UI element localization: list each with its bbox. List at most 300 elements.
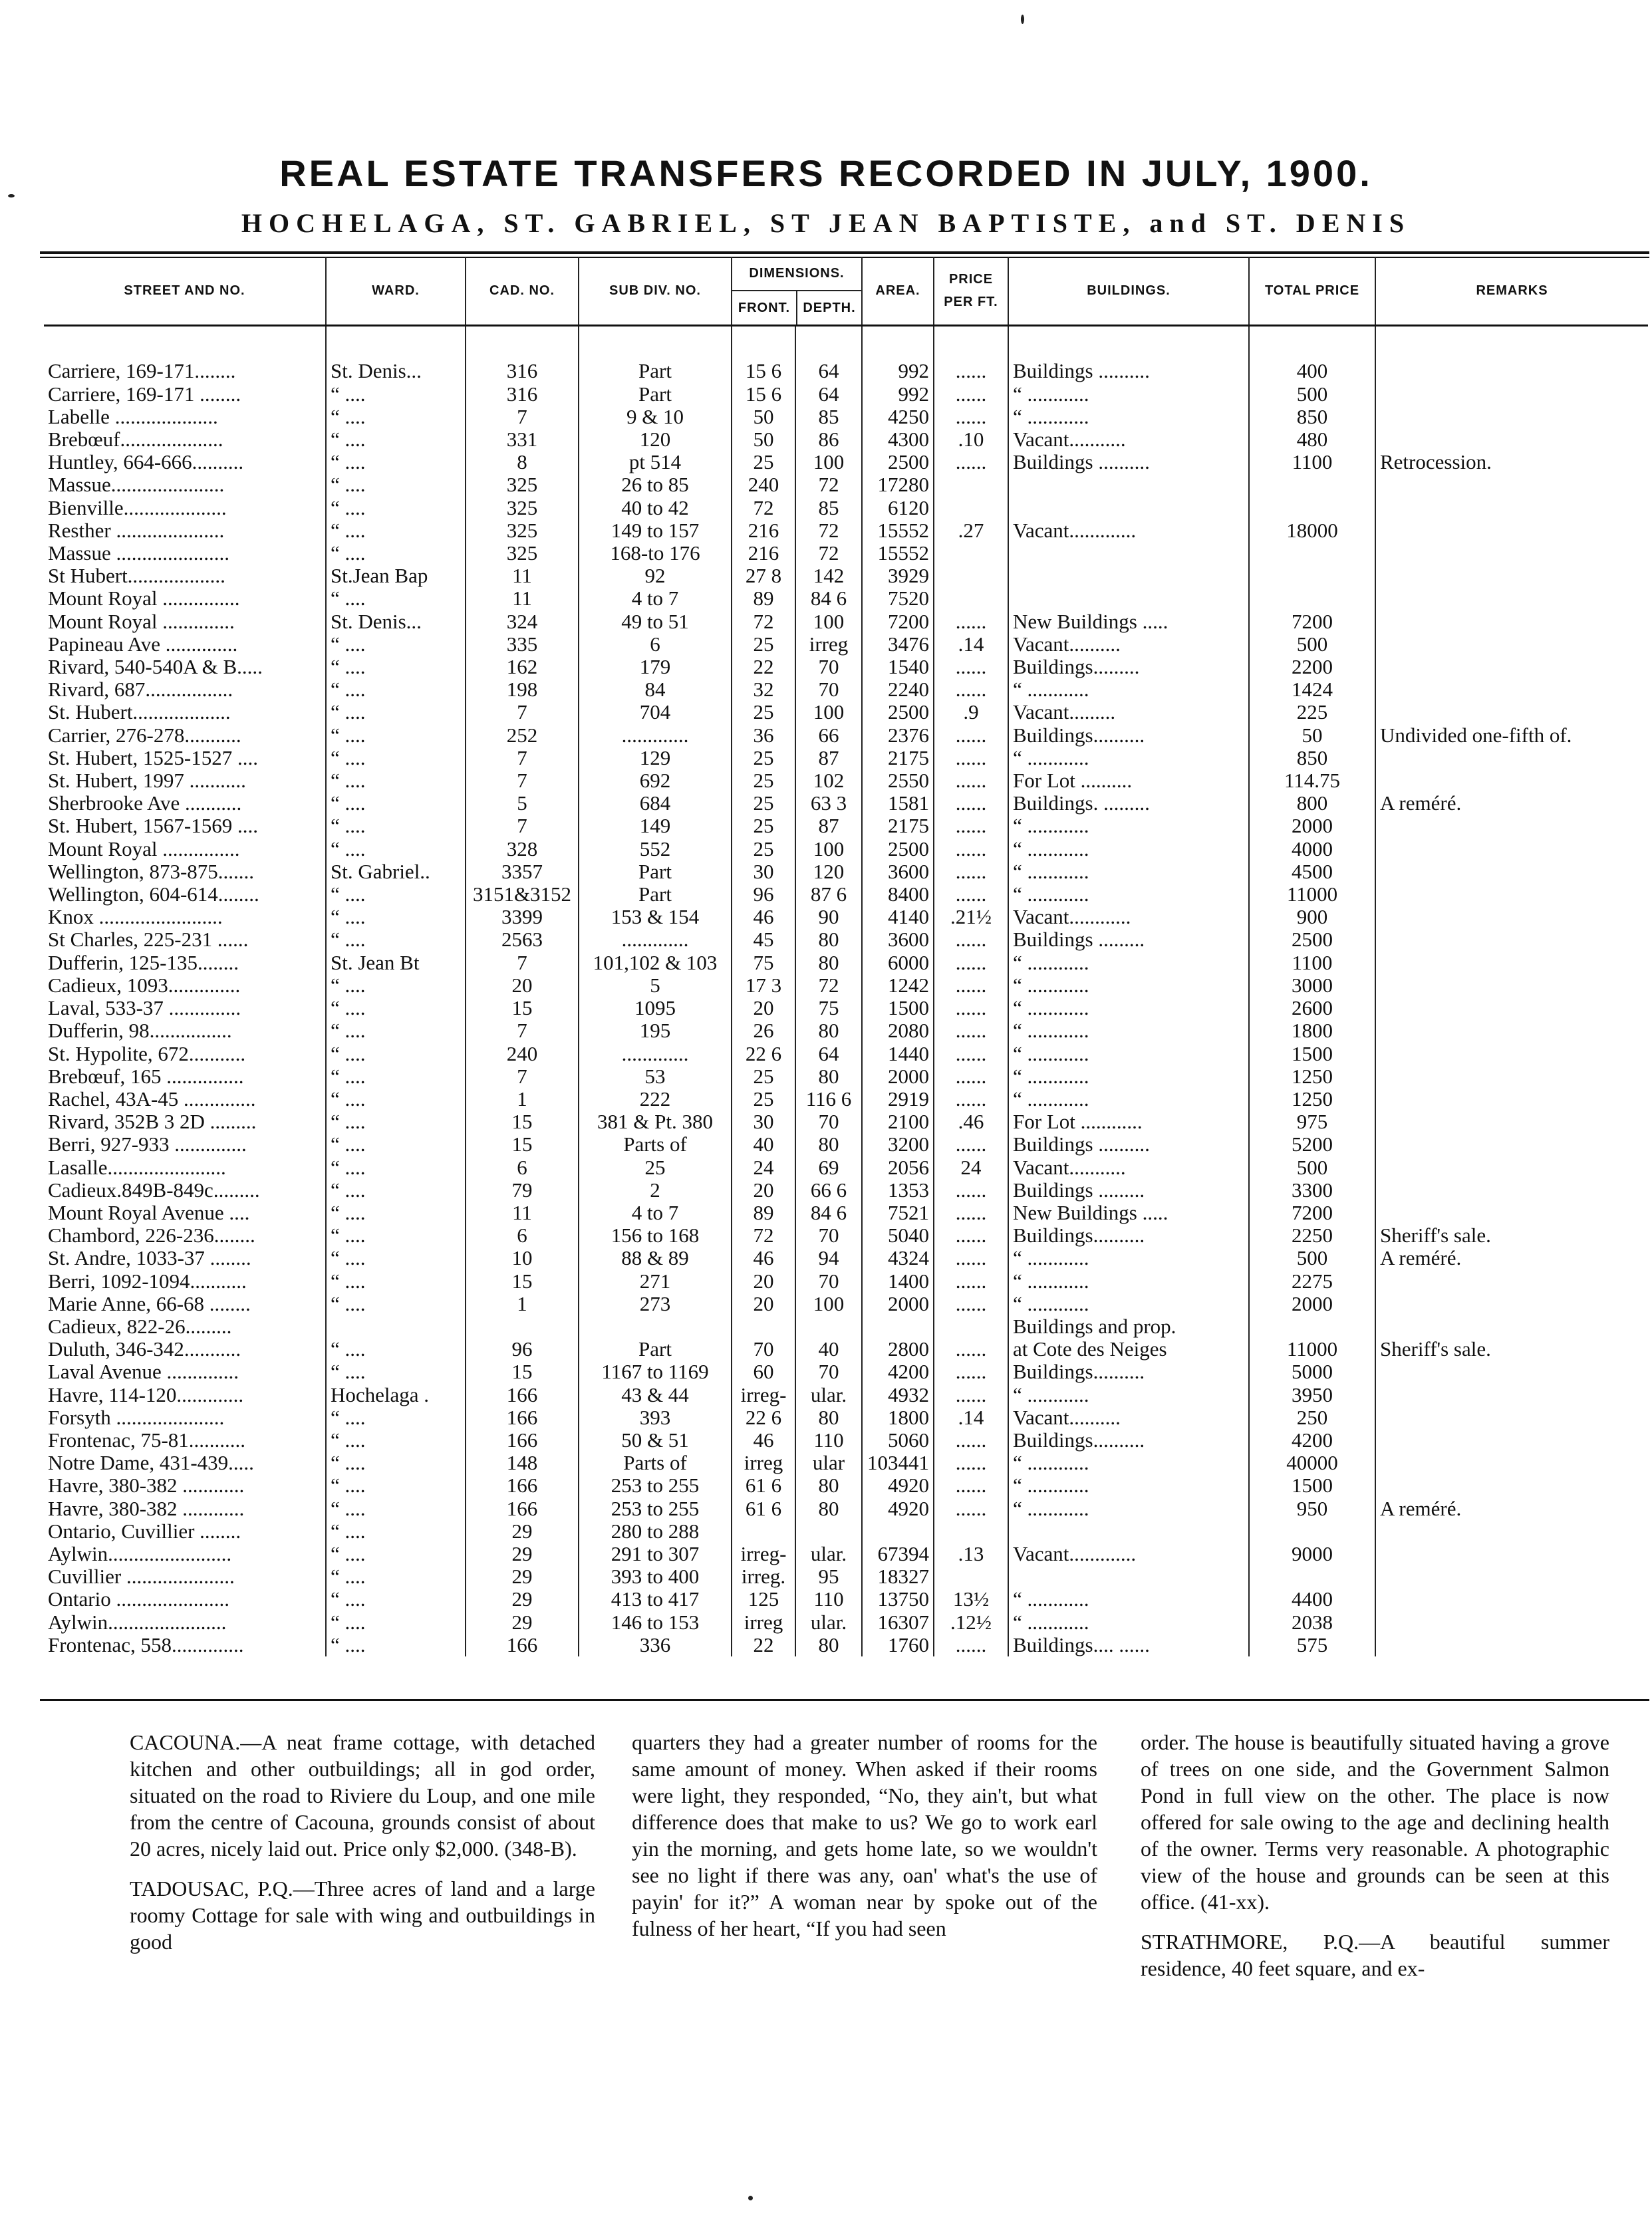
cell-buildings: “ ............ xyxy=(1008,1019,1249,1042)
cell-price-ft xyxy=(934,542,1008,565)
cell-front: 61 6 xyxy=(732,1474,795,1497)
cell-depth: 70 xyxy=(795,1270,862,1293)
cell-street: Laval, 533-37 .............. xyxy=(48,997,241,1020)
table-header-row xyxy=(44,257,1648,326)
text-column-2 xyxy=(632,1729,1097,1955)
cell-price-ft xyxy=(934,1565,1008,1588)
cell-area: 992 xyxy=(862,360,934,382)
table-row xyxy=(44,383,1648,406)
cell-ward: “ .... xyxy=(326,1088,466,1110)
cell-area: 5060 xyxy=(862,1429,934,1452)
cell-ward: “ .... xyxy=(326,1270,466,1293)
cell-buildings: “ ............ xyxy=(1008,997,1249,1019)
cell-cad: 7 xyxy=(466,406,579,428)
cell-subdiv: 120 xyxy=(579,428,732,451)
cell-price-ft: ...... xyxy=(934,1429,1008,1452)
cell-total: 11000 xyxy=(1249,883,1375,906)
cell-street: St. Hubert, 1525-1527 .... xyxy=(48,746,259,769)
cell-total: 18000 xyxy=(1249,519,1375,542)
cell-subdiv: 253 to 255 xyxy=(579,1498,732,1520)
cell-subdiv: 168-to 176 xyxy=(579,542,732,565)
cell-buildings: Buildings.......... xyxy=(1008,1361,1249,1383)
cell-cad: 15 xyxy=(466,997,579,1019)
cell-front: 27 8 xyxy=(732,565,795,587)
table-row xyxy=(44,1043,1648,1065)
cell-cad: 96 xyxy=(466,1338,579,1361)
cell-area: 4200 xyxy=(862,1361,934,1383)
ink-speck xyxy=(748,2196,753,2200)
cell-street: Duluth, 346-342........... xyxy=(48,1338,241,1361)
table-row xyxy=(44,428,1648,451)
cell-front: 22 6 xyxy=(732,1043,795,1065)
cell-subdiv: ............. xyxy=(579,724,732,747)
header-rule-top xyxy=(40,251,1649,254)
table-row xyxy=(44,747,1648,769)
cell-total xyxy=(1249,542,1375,565)
cell-depth: 87 xyxy=(795,747,862,769)
cell-buildings: Buildings.......... xyxy=(1008,1224,1249,1247)
cell-subdiv xyxy=(579,1315,732,1338)
cell-depth xyxy=(795,1315,862,1338)
text-column-1 xyxy=(130,1729,595,1968)
cell-subdiv: 156 to 168 xyxy=(579,1224,732,1247)
cell-front: 75 xyxy=(732,952,795,974)
cell-area: 6120 xyxy=(862,497,934,519)
cell-street: Rivard, 687................. xyxy=(48,678,233,702)
cell-street: Aylwin........................ xyxy=(48,1542,232,1565)
cell-front: 25 xyxy=(732,838,795,860)
cell-depth: 70 xyxy=(795,1110,862,1133)
table-row xyxy=(44,1361,1648,1383)
cell-price-ft: ...... xyxy=(934,883,1008,906)
cell-price-ft: .46 xyxy=(934,1110,1008,1133)
cell-buildings: Buildings and prop. xyxy=(1008,1315,1249,1338)
cell-remarks xyxy=(1375,906,1648,928)
cell-ward: “ .... xyxy=(326,656,466,678)
cell-front: 46 xyxy=(732,1429,795,1452)
cell-total: 500 xyxy=(1249,1247,1375,1269)
cell-subdiv: 53 xyxy=(579,1065,732,1088)
cell-total: 225 xyxy=(1249,701,1375,723)
cell-ward: “ .... xyxy=(326,497,466,519)
cell-street: Mount Royal ............... xyxy=(48,837,240,860)
cell-front: 32 xyxy=(732,678,795,701)
cell-remarks xyxy=(1375,1634,1648,1656)
cell-buildings xyxy=(1008,587,1249,610)
cell-price-ft: ...... xyxy=(934,1474,1008,1497)
cell-depth: 110 xyxy=(795,1588,862,1611)
cell-cad: 316 xyxy=(466,383,579,406)
cell-subdiv: 84 xyxy=(579,678,732,701)
cell-subdiv: ............. xyxy=(579,1043,732,1065)
cell-area: 2056 xyxy=(862,1156,934,1179)
page-subtitle: HOCHELAGA, ST. GABRIEL, ST JEAN BAPTISTE, and ST. DENIS xyxy=(241,208,1411,238)
cell-total: 2000 xyxy=(1249,1293,1375,1315)
cell-area: 1500 xyxy=(862,997,934,1019)
cell-total: 950 xyxy=(1249,1498,1375,1520)
cell-buildings: at Cote des Neiges xyxy=(1008,1338,1249,1361)
cell-cad: 6 xyxy=(466,1156,579,1179)
cell-cad: 252 xyxy=(466,724,579,747)
cell-cad: 7 xyxy=(466,815,579,837)
cell-buildings: Buildings .......... xyxy=(1008,1133,1249,1156)
cell-remarks xyxy=(1375,497,1648,519)
cell-ward: “ .... xyxy=(326,974,466,997)
cell-depth: 84 6 xyxy=(795,587,862,610)
cell-cad: 325 xyxy=(466,542,579,565)
cell-buildings: “ ............ xyxy=(1008,1247,1249,1269)
cell-depth: 100 xyxy=(795,1293,862,1315)
header-dimensions-label: DIMENSIONS. xyxy=(732,257,861,291)
cell-ward: “ .... xyxy=(326,1588,466,1611)
cell-remarks xyxy=(1375,1065,1648,1088)
cell-remarks xyxy=(1375,542,1648,565)
cell-depth: 80 xyxy=(795,1634,862,1656)
cell-buildings: Buildings ......... xyxy=(1008,1179,1249,1202)
cell-front: irreg. xyxy=(732,1565,795,1588)
cell-remarks xyxy=(1375,1429,1648,1452)
cell-area: 2000 xyxy=(862,1065,934,1088)
cell-depth: 85 xyxy=(795,406,862,428)
table-row xyxy=(44,1019,1648,1042)
cell-ward: “ .... xyxy=(326,1634,466,1656)
cell-total: 1250 xyxy=(1249,1065,1375,1088)
cell-street: Cadieux.849B-849c......... xyxy=(48,1178,260,1202)
cell-subdiv: pt 514 xyxy=(579,451,732,473)
cell-area: 1760 xyxy=(862,1634,934,1656)
cell-buildings: “ ............ xyxy=(1008,883,1249,906)
table-row xyxy=(44,1202,1648,1224)
cell-area: 2175 xyxy=(862,747,934,769)
cell-depth: 80 xyxy=(795,952,862,974)
cell-total: 3300 xyxy=(1249,1179,1375,1202)
article-tadousac: TADOUSAC, P.Q.—Three acres of land and a large roomy Cottage for sale with wing and outbuildings in good xyxy=(130,1877,595,1954)
cell-total: 1100 xyxy=(1249,952,1375,974)
cell-price-ft: 13½ xyxy=(934,1588,1008,1611)
cell-price-ft: ...... xyxy=(934,1338,1008,1361)
cell-street: St. Andre, 1033-37 ........ xyxy=(48,1247,251,1270)
cell-buildings: “ ............ xyxy=(1008,406,1249,428)
cell-buildings: Buildings .......... xyxy=(1008,451,1249,473)
cell-subdiv: 413 to 417 xyxy=(579,1588,732,1611)
cell-front: 46 xyxy=(732,1247,795,1269)
cell-price-ft: ...... xyxy=(934,1043,1008,1065)
cell-ward: “ .... xyxy=(326,906,466,928)
cell-total: 7200 xyxy=(1249,610,1375,633)
cell-ward: “ .... xyxy=(326,678,466,701)
cell-subdiv: 129 xyxy=(579,747,732,769)
cell-price-ft: ...... xyxy=(934,1224,1008,1247)
cell-street: St. Hypolite, 672........... xyxy=(48,1042,246,1065)
cell-cad: 29 xyxy=(466,1611,579,1634)
cell-ward: “ .... xyxy=(326,1179,466,1202)
cell-area: 2000 xyxy=(862,1293,934,1315)
cell-depth: 110 xyxy=(795,1429,862,1452)
cell-ward: “ .... xyxy=(326,724,466,747)
cell-ward: “ .... xyxy=(326,1043,466,1065)
cell-remarks xyxy=(1375,1088,1648,1110)
table-bottom-rule xyxy=(40,1699,1649,1701)
cell-ward: “ .... xyxy=(326,519,466,542)
cell-remarks xyxy=(1375,1361,1648,1383)
cell-front: 20 xyxy=(732,1293,795,1315)
cell-subdiv: 146 to 153 xyxy=(579,1611,732,1634)
cell-front: 40 xyxy=(732,1133,795,1156)
cell-total: 5000 xyxy=(1249,1361,1375,1383)
cell-area: 13750 xyxy=(862,1588,934,1611)
cell-remarks xyxy=(1375,1611,1648,1634)
cell-price-ft: ...... xyxy=(934,1452,1008,1474)
cell-total: 1100 xyxy=(1249,451,1375,473)
table-row xyxy=(44,952,1648,974)
cell-area: 2500 xyxy=(862,451,934,473)
cell-cad: 162 xyxy=(466,656,579,678)
cell-depth: 72 xyxy=(795,473,862,496)
cell-total: 1500 xyxy=(1249,1474,1375,1497)
cell-front: 50 xyxy=(732,406,795,428)
cell-cad: 11 xyxy=(466,565,579,587)
cell-cad xyxy=(466,1315,579,1338)
table-row xyxy=(44,565,1648,587)
table-row xyxy=(44,610,1648,633)
cell-street: Resther ..................... xyxy=(48,519,225,542)
cell-cad: 7 xyxy=(466,769,579,792)
cell-ward: “ .... xyxy=(326,769,466,792)
cell-street: Cadieux, 1093.............. xyxy=(48,974,241,997)
table-row xyxy=(44,1110,1648,1133)
cell-ward: “ .... xyxy=(326,1474,466,1497)
cell-front: 25 xyxy=(732,633,795,656)
cell-buildings: “ ............ xyxy=(1008,1065,1249,1088)
cell-area: 2240 xyxy=(862,678,934,701)
cell-buildings: “ ............ xyxy=(1008,1293,1249,1315)
cell-area: 3929 xyxy=(862,565,934,587)
cell-cad: 7 xyxy=(466,747,579,769)
table-row xyxy=(44,1520,1648,1543)
cell-total: 2038 xyxy=(1249,1611,1375,1634)
cell-cad: 6 xyxy=(466,1224,579,1247)
cell-street: Frontenac, 558.............. xyxy=(48,1633,244,1656)
cell-area: 1581 xyxy=(862,792,934,815)
table-row xyxy=(44,587,1648,610)
cell-buildings: Vacant............. xyxy=(1008,519,1249,542)
cell-buildings: “ ............ xyxy=(1008,1498,1249,1520)
cell-price-ft: ...... xyxy=(934,952,1008,974)
cell-area: 8400 xyxy=(862,883,934,906)
cell-ward: “ .... xyxy=(326,1019,466,1042)
cell-subdiv: Part xyxy=(579,383,732,406)
table-row xyxy=(44,519,1648,542)
header-street: STREET AND NO. xyxy=(44,257,326,326)
cell-cad: 3399 xyxy=(466,906,579,928)
cell-ward: “ .... xyxy=(326,633,466,656)
cell-price-ft: ...... xyxy=(934,451,1008,473)
cell-front: 22 xyxy=(732,656,795,678)
article-cacouna: CACOUNA.—A neat frame cottage, with detached kitchen and other outbuildings; all in god order, situated on the road to Riviere du Loup, and one mile from the centre of Cacouna, grounds consist of about 20 acres, nicely laid out. Price only $2,000. (348-B). xyxy=(130,1730,595,1861)
cell-subdiv: 393 to 400 xyxy=(579,1565,732,1588)
cell-price-ft: .21½ xyxy=(934,906,1008,928)
cell-cad: 166 xyxy=(466,1474,579,1497)
cell-price-ft: .12½ xyxy=(934,1611,1008,1634)
cell-depth xyxy=(795,1520,862,1543)
page-title: REAL ESTATE TRANSFERS RECORDED IN JULY, 1900. xyxy=(279,152,1373,194)
cell-area: 4300 xyxy=(862,428,934,451)
cell-remarks: A reméré. xyxy=(1375,1247,1648,1269)
table-row xyxy=(44,1611,1648,1634)
cell-buildings: “ ............ xyxy=(1008,678,1249,701)
table-row xyxy=(44,1088,1648,1110)
cell-price-ft: ...... xyxy=(934,1498,1008,1520)
cell-remarks xyxy=(1375,1293,1648,1315)
cell-street: Carrier, 276-278........... xyxy=(48,723,241,747)
cell-remarks xyxy=(1375,1384,1648,1406)
cell-ward: “ .... xyxy=(326,838,466,860)
cell-area: 18327 xyxy=(862,1565,934,1588)
cell-price-ft: ...... xyxy=(934,1088,1008,1110)
cell-ward: “ .... xyxy=(326,1498,466,1520)
cell-ward: St.Jean Bap xyxy=(326,565,466,587)
cell-cad: 29 xyxy=(466,1565,579,1588)
cell-depth: 70 xyxy=(795,1361,862,1383)
cell-street: Ontario, Cuvillier ........ xyxy=(48,1519,241,1543)
cell-cad: 3151&3152 xyxy=(466,883,579,906)
table-row xyxy=(44,1429,1648,1452)
cell-cad: 325 xyxy=(466,497,579,519)
cell-price-ft: ...... xyxy=(934,656,1008,678)
cell-ward: “ .... xyxy=(326,1224,466,1247)
cell-buildings xyxy=(1008,1565,1249,1588)
cell-street: Notre Dame, 431-439..... xyxy=(48,1452,254,1475)
cell-ward: “ .... xyxy=(326,1110,466,1133)
cell-total xyxy=(1249,587,1375,610)
cell-total: 2500 xyxy=(1249,928,1375,951)
cell-area: 7200 xyxy=(862,610,934,633)
cell-front: 72 xyxy=(732,1224,795,1247)
cell-total xyxy=(1249,565,1375,587)
cell-street: St. Hubert, 1567-1569 .... xyxy=(48,815,259,838)
header-cad: CAD. NO. xyxy=(466,257,579,326)
cell-ward: “ .... xyxy=(326,383,466,406)
cell-street: Wellington, 604-614........ xyxy=(48,883,259,906)
cell-ward: “ .... xyxy=(326,1429,466,1452)
cell-buildings: Vacant............ xyxy=(1008,906,1249,928)
cell-front: 20 xyxy=(732,1179,795,1202)
cell-front: 22 6 xyxy=(732,1406,795,1429)
table-row xyxy=(44,406,1648,428)
cell-subdiv: 273 xyxy=(579,1293,732,1315)
table-row xyxy=(44,1452,1648,1474)
cell-total: 575 xyxy=(1249,1634,1375,1656)
cell-total: 4200 xyxy=(1249,1429,1375,1452)
cell-price-ft: ...... xyxy=(934,678,1008,701)
cell-total: 500 xyxy=(1249,383,1375,406)
cell-ward: “ .... xyxy=(326,1452,466,1474)
cell-area: 2800 xyxy=(862,1338,934,1361)
cell-price-ft: ...... xyxy=(934,1133,1008,1156)
cell-subdiv: ............. xyxy=(579,928,732,951)
cell-front: 45 xyxy=(732,928,795,951)
cell-depth: 80 xyxy=(795,1498,862,1520)
cell-price-ft: ...... xyxy=(934,360,1008,382)
cell-subdiv: 49 to 51 xyxy=(579,610,732,633)
cell-street: Rachel, 43A-45 .............. xyxy=(48,1087,256,1110)
table-row xyxy=(44,1543,1648,1565)
cell-area: 3600 xyxy=(862,928,934,951)
cell-cad: 7 xyxy=(466,1019,579,1042)
table-row xyxy=(44,360,1648,382)
cell-ward: “ .... xyxy=(326,1247,466,1269)
cell-remarks xyxy=(1375,701,1648,723)
cell-cad: 15 xyxy=(466,1110,579,1133)
cell-area: 4250 xyxy=(862,406,934,428)
cell-subdiv: 4 to 7 xyxy=(579,1202,732,1224)
cell-front: 125 xyxy=(732,1588,795,1611)
cell-front: 96 xyxy=(732,883,795,906)
cell-buildings: Buildings.......... xyxy=(1008,724,1249,747)
cell-subdiv: 692 xyxy=(579,769,732,792)
cell-price-ft: 24 xyxy=(934,1156,1008,1179)
cell-area: 67394 xyxy=(862,1543,934,1565)
ink-speck xyxy=(1021,15,1024,24)
cell-total xyxy=(1249,1315,1375,1338)
cell-subdiv: 5 xyxy=(579,974,732,997)
cell-remarks xyxy=(1375,1043,1648,1065)
cell-price-ft: ...... xyxy=(934,1293,1008,1315)
cell-front: 24 xyxy=(732,1156,795,1179)
table-row xyxy=(44,701,1648,723)
cell-remarks xyxy=(1375,769,1648,792)
cell-total: 5200 xyxy=(1249,1133,1375,1156)
cell-buildings: For Lot .......... xyxy=(1008,769,1249,792)
cell-ward: St. Denis... xyxy=(326,610,466,633)
cell-ward: “ .... xyxy=(326,451,466,473)
cell-street: Ontario ...................... xyxy=(48,1588,229,1611)
cell-street: Berri, 927-933 .............. xyxy=(48,1133,247,1156)
cell-street: Berri, 1092-1094........... xyxy=(48,1269,247,1293)
cell-area: 3476 xyxy=(862,633,934,656)
table-row xyxy=(44,678,1648,701)
cell-area: 4932 xyxy=(862,1384,934,1406)
cell-cad: 325 xyxy=(466,519,579,542)
cell-total: 400 xyxy=(1249,360,1375,382)
cell-total xyxy=(1249,497,1375,519)
cell-buildings: “ ............ xyxy=(1008,1384,1249,1406)
cell-street: Havre, 380-382 ............ xyxy=(48,1474,245,1498)
cell-remarks xyxy=(1375,406,1648,428)
cell-price-ft: ...... xyxy=(934,792,1008,815)
cell-subdiv: 43 & 44 xyxy=(579,1384,732,1406)
cell-area: 992 xyxy=(862,383,934,406)
cell-remarks xyxy=(1375,1543,1648,1565)
cell-price-ft: .14 xyxy=(934,633,1008,656)
cell-ward: “ .... xyxy=(326,1133,466,1156)
cell-price-ft: ...... xyxy=(934,1270,1008,1293)
cell-total: 1500 xyxy=(1249,1043,1375,1065)
cell-subdiv: 179 xyxy=(579,656,732,678)
table-row xyxy=(44,1133,1648,1156)
cell-ward: “ .... xyxy=(326,1565,466,1588)
cell-cad: 7 xyxy=(466,701,579,723)
cell-front: 70 xyxy=(732,1338,795,1361)
cell-front: 20 xyxy=(732,997,795,1019)
header-price-ft: PRICE PER FT. xyxy=(934,257,1008,326)
cell-remarks xyxy=(1375,1270,1648,1293)
cell-ward: “ .... xyxy=(326,1520,466,1543)
cell-front: 20 xyxy=(732,1270,795,1293)
header-front: FRONT. xyxy=(732,291,797,325)
cell-price-ft: ...... xyxy=(934,1202,1008,1224)
cell-total: 4500 xyxy=(1249,860,1375,883)
